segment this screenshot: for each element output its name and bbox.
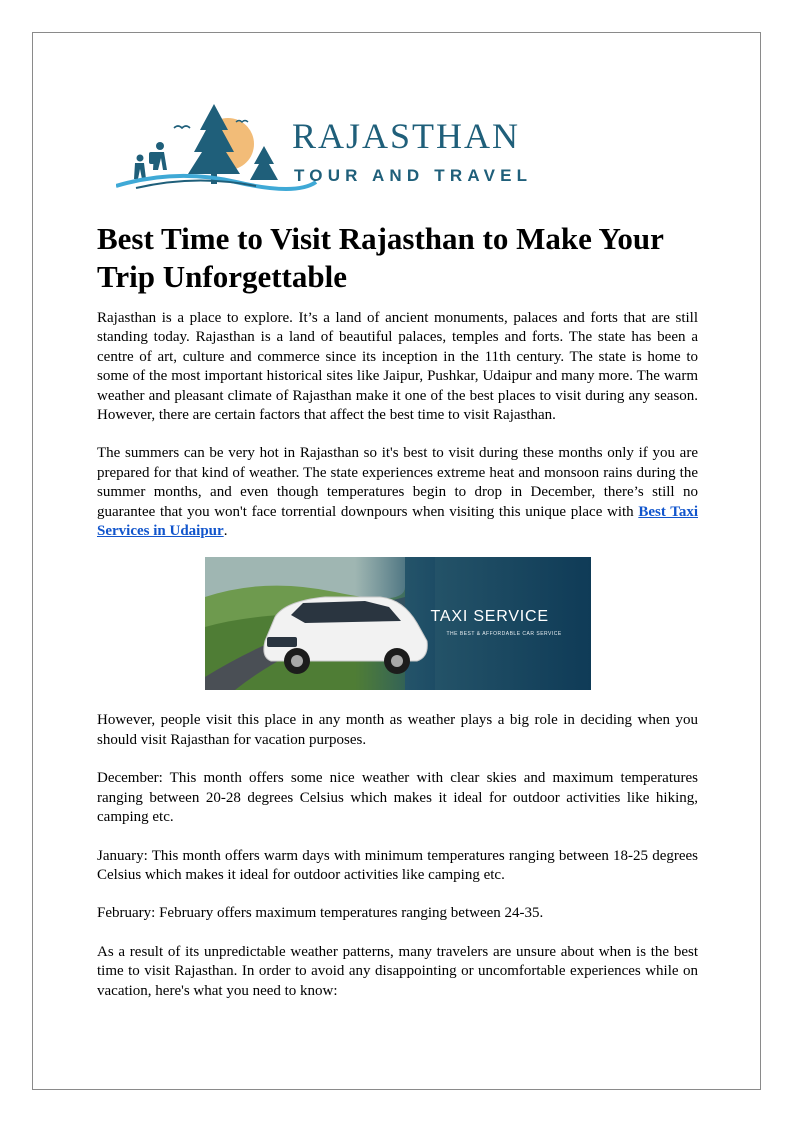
paragraph-conclusion: As a result of its unpredictable weather patterns, many travelers are unsure about when is the best time to visit Rajasthan. In order to avoid any disappointing or uncomfortable experiences while on vacation, here's what you need to know:	[97, 943, 698, 999]
paragraph-january: January: This month offers warm days with minimum temperatures ranging between 18-25 degrees Celsius which makes it ideal for outdoor activities like camping etc.	[97, 847, 698, 883]
taxi-services-link[interactable]: Best Taxi Services in Udaipur	[97, 503, 698, 540]
birds-icon	[174, 126, 190, 128]
banner-wrapper	[97, 557, 698, 690]
paragraph-summers-end: .	[223, 523, 228, 540]
paragraph-february: February: February offers maximum temperatures ranging between 24-35.	[97, 905, 544, 922]
paragraph-december: December: This month offers some nice weather with clear skies and maximum temperatures ranging between 20-28 degrees Celsius which makes it ideal for outdoor activities like hiking, camping etc.	[97, 770, 698, 826]
paragraph-intro: Rajasthan is a place to explore. It’s a land of ancient monuments, palaces and forts that are still standing today. Rajasthan is a land of beautiful palaces, temples and forts. The state has been a centre of art, culture and commerce since its inception in the 11th century. The state is home to some of the most important historical sites like Jaipur, Pushkar, Udaipur and many more. The warm weather and pleasant climate of Rajasthan make it one of the best places to visit during any season. However, there are certain factors that affect the best time to visit Rajasthan.	[97, 310, 698, 424]
banner-subtitle: THE BEST & AFFORDABLE CAR SERVICE	[446, 631, 562, 638]
paragraph-summers-text: The summers can be very hot in Rajasthan so it's best to visit during these months only if you are prepared for that kind of weather. The state experiences extreme heat and monsoon rains during the summer months, and even though temperatures begin to drop in December, there’s still no guarantee that you won't face torrential downpours when visiting this unique place with	[97, 445, 698, 520]
logo-title: RAJASTHAN	[292, 116, 521, 156]
document-body	[97, 220, 698, 1001]
paragraph-summers	[97, 444, 698, 541]
logo-subtitle: TOUR AND TRAVEL	[294, 166, 533, 185]
hikers-icon	[134, 142, 167, 179]
page-title: Best Time to Visit Rajasthan to Make Your Trip Unforgettable	[97, 221, 664, 294]
banner-title: TAXI SERVICE	[430, 608, 549, 626]
taxi-service-banner	[205, 557, 591, 690]
paragraph-any-month: However, people visit this place in any month as weather plays a big role in deciding when you should visit Rajasthan for vacation purposes.	[97, 712, 698, 748]
